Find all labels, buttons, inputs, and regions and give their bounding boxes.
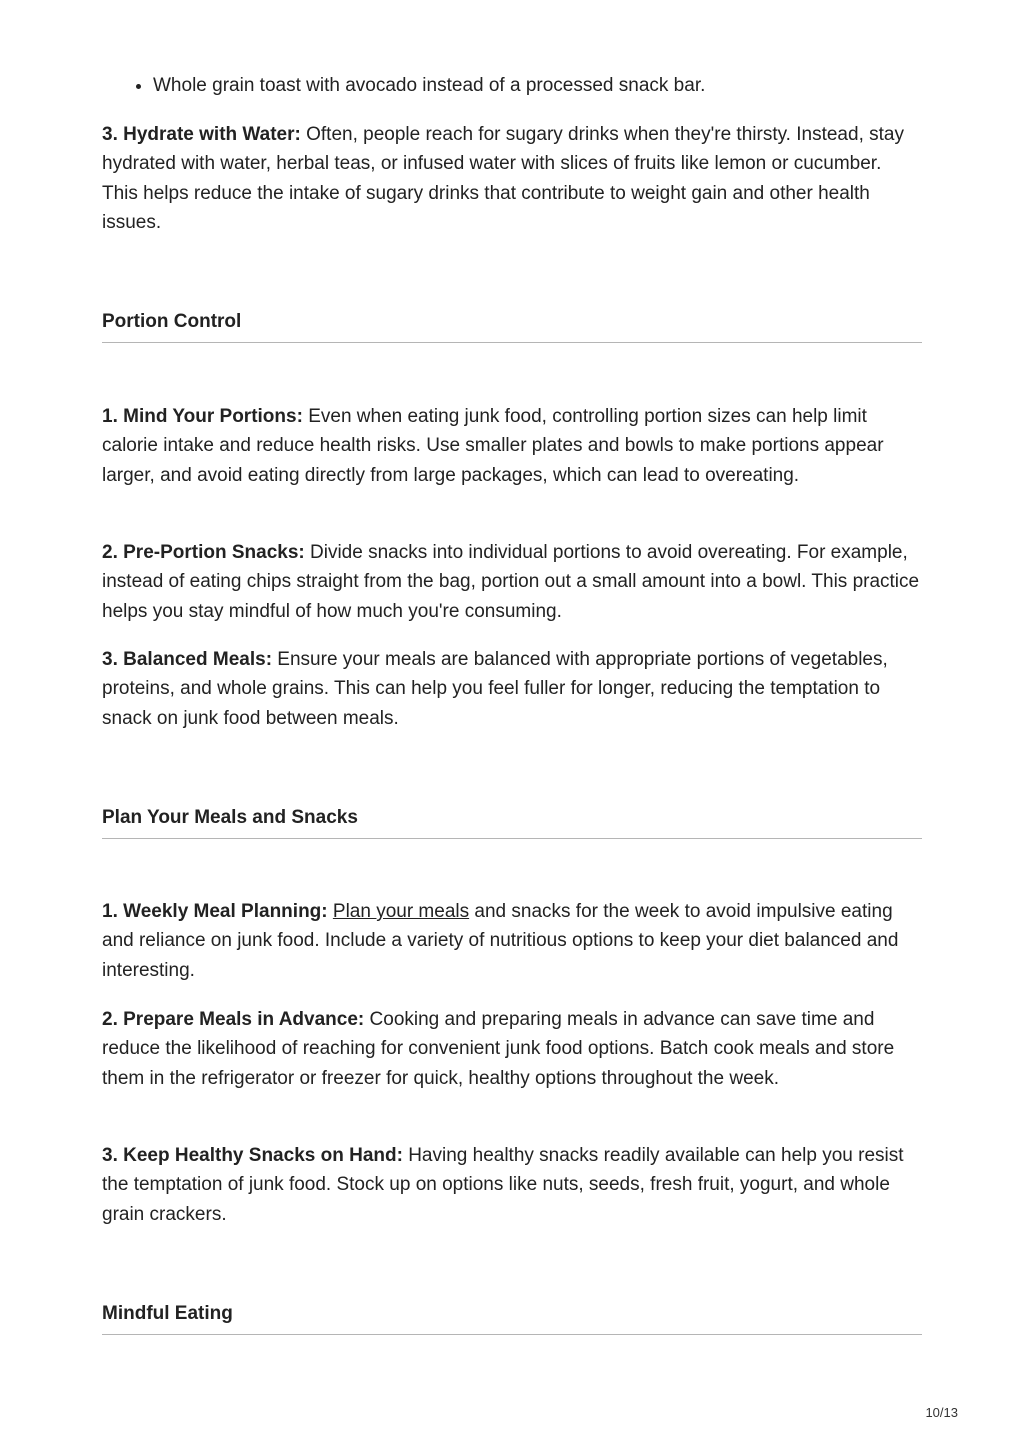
balanced-meals-paragraph [102,645,922,733]
pre-portion-text: Divide snacks into individual portions to avoid overeating. For example, instead of eating chips straight from the bag, portion out a small amount into a bowl. This practice helps you stay mindful of how much you're consuming. [102,542,920,622]
list-item: • Whole grain toast with avocado instead of a processed snack bar. [153,71,922,100]
hydrate-paragraph [102,120,922,237]
pre-portion-paragraph [102,538,922,626]
plan-your-meals-link[interactable]: Plan your meals [332,901,470,922]
balanced-meals-text: Ensure your meals are balanced with appropriate portions of vegetables, proteins, and whole grains. This can help you feel fuller for longer, reducing the temptation to snack on junk food between meals. [102,649,888,729]
mindful-eating-heading: Mindful Eating [102,1302,922,1335]
mind-portions-label: 1. Mind Your Portions: [102,406,303,427]
weekly-planning-paragraph [102,897,922,985]
weekly-planning-label: 1. Weekly Meal Planning: [102,901,328,922]
balanced-meals-label: 3. Balanced Meals: [102,649,273,670]
snack-swap-list [102,71,922,100]
weekly-planning-text: and snacks for the week to avoid impulsive eating and reliance on junk food. Include a variety of nutritious options to keep your diet balanced and interesting. [102,901,899,981]
page-number: 10/13 [925,1405,958,1420]
pre-portion-label: 2. Pre-Portion Snacks: [102,542,305,563]
hydrate-label: 3. Hydrate with Water: [102,124,301,145]
prepare-advance-text: Cooking and preparing meals in advance can save time and reduce the likelihood of reaching for convenient junk food options. Batch cook meals and store them in the refrigerator or freezer for quick, healthy options throughout the week. [102,1009,895,1089]
mind-portions-paragraph [102,402,922,490]
mind-portions-text: Even when eating junk food, controlling portion sizes can help limit calorie intake and reduce health risks. Use smaller plates and bowls to make portions appear larger, and avoid eating directly from large packages, which can lead to overeating. [102,406,884,486]
healthy-snacks-text: Having healthy snacks readily available can help you resist the temptation of junk food. Stock up on options like nuts, seeds, fresh fruit, yogurt, and whole grain crackers. [102,1145,904,1225]
portion-control-heading: Portion Control [102,310,922,343]
prepare-advance-label: 2. Prepare Meals in Advance: [102,1009,365,1030]
prepare-advance-paragraph [102,1005,922,1093]
healthy-snacks-label: 3. Keep Healthy Snacks on Hand: [102,1145,403,1166]
healthy-snacks-paragraph [102,1141,922,1229]
hydrate-text: Often, people reach for sugary drinks when they're thirsty. Instead, stay hydrated with water, herbal teas, or infused water with slices of fruits like lemon or cucumber. This helps reduce the intake of sugary drinks that contribute to weight gain and other health issues. [102,124,904,233]
plan-meals-heading: Plan Your Meals and Snacks [102,806,922,839]
